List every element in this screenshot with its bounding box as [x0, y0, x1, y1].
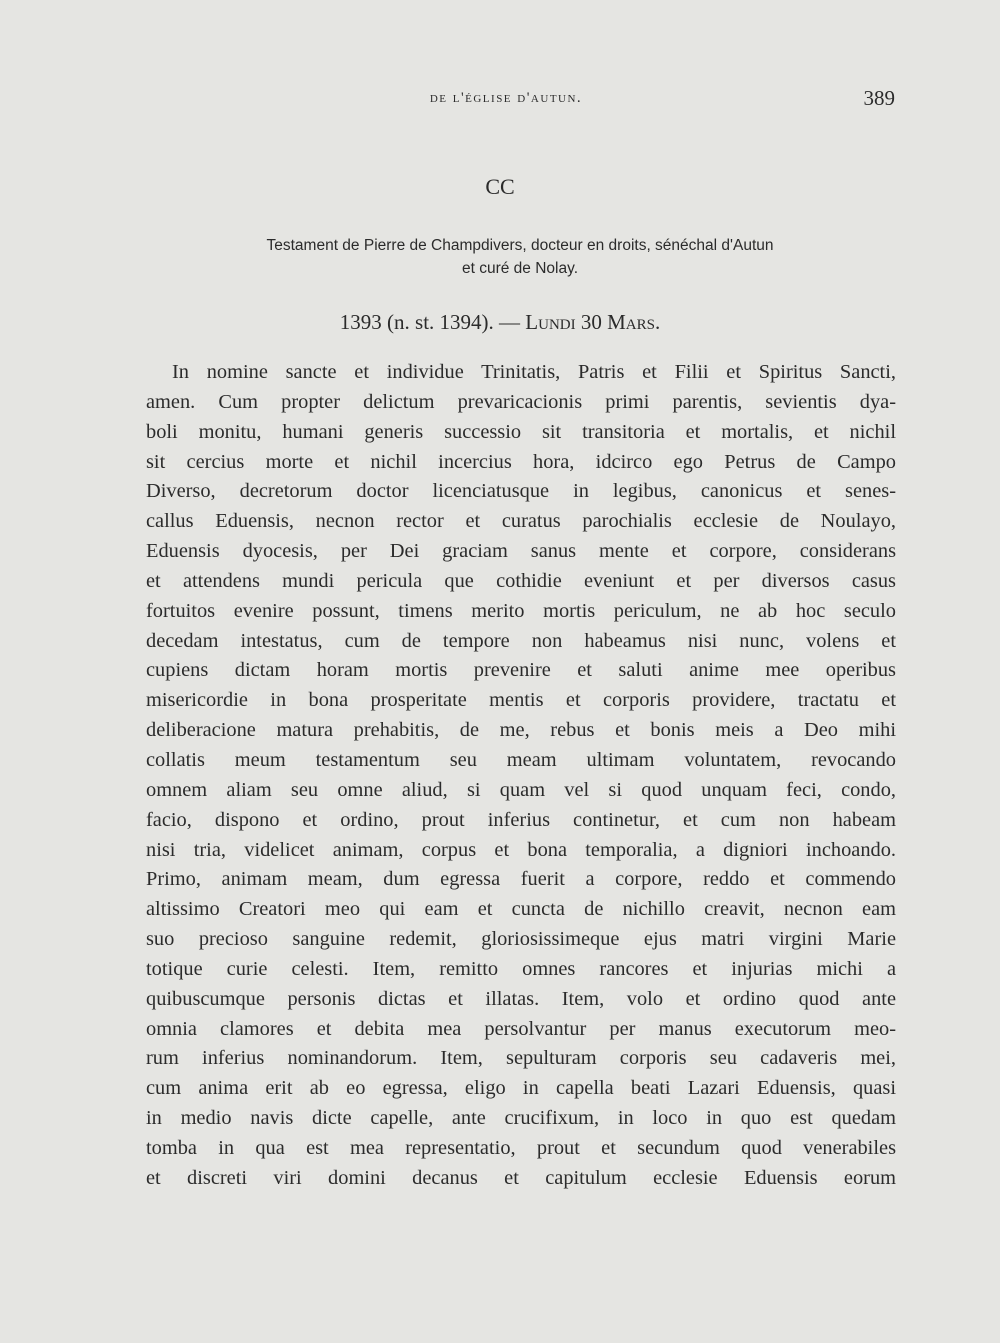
date-day: Lundi 30 Mars.	[525, 310, 661, 334]
text-line: Primo, animam meam, dum egressa fuerit a corpore, reddo et commendo	[146, 868, 896, 891]
summary-line: et curé de Nolay.	[461, 260, 579, 277]
running-header	[147, 86, 895, 116]
text-line: totique curie celesti. Item, remitto omnes rancores et injurias michi a	[146, 957, 896, 980]
text-line: tomba in qua est mea representatio, prout et secundum quod venerabiles	[146, 1136, 896, 1159]
text-line: nisi tria, videlicet animam, corpus et bona temporalia, a digniori inchoando.	[146, 838, 896, 861]
text-line: in medio navis dicte capelle, ante crucifixum, in loco in quo est quedam	[146, 1107, 896, 1130]
document-number: CC	[485, 174, 515, 199]
text-line: deliberacione matura prehabitis, de me, rebus et bonis meis a Deo mihi	[146, 719, 896, 742]
text-line: Eduensis dyocesis, per Dei graciam sanus mente et corpore, considerans	[146, 540, 896, 563]
text-line: cupiens dictam horam mortis prevenire et saluti anime mee operibus	[146, 659, 896, 682]
page-number: 389	[863, 86, 895, 110]
text-line: quibuscumque personis dictas et illatas. Item, volo et ordino quod ante	[146, 987, 896, 1010]
text-line: omnia clamores et debita mea persolvantur per manus executorum meo-	[146, 1017, 896, 1040]
text-line: omnem aliam seu omne aliud, si quam vel si quod unquam feci, condo,	[146, 778, 896, 801]
text-line: suo precioso sanguine redemit, gloriosissimeque ejus matri virgini Marie	[146, 928, 896, 951]
text-line: et discreti viri domini decanus et capitulum ecclesie Eduensis eorum	[146, 1166, 896, 1189]
text-line: amen. Cum propter delictum prevaricacionis primi parentis, sevientis dya-	[146, 390, 896, 413]
text-line: facio, dispono et ordino, prout inferius continetur, et cum non habeam	[146, 808, 896, 831]
text-line: callus Eduensis, necnon rector et curatus parochialis ecclesie de Noulayo,	[146, 510, 896, 533]
text-line: rum inferius nominandorum. Item, sepulturam corporis seu cadaveris mei,	[146, 1047, 896, 1070]
text-line: et attendens mundi pericula que cothidie eveniunt et per diversos casus	[146, 569, 896, 592]
body-text	[146, 358, 896, 1194]
text-line: Diverso, decretorum doctor licenciatusque in legibus, canonicus et senes-	[146, 480, 896, 503]
document-date	[0, 310, 1000, 335]
text-line: boli monitu, humani generis successio sit transitoria et mortalis, et nichil	[146, 420, 896, 443]
date-year: 1393 (n. st. 1394). —	[339, 310, 526, 334]
text-line: sit cercius morte et nichil incercius hora, idcirco ego Petrus de Campo	[146, 450, 896, 473]
document-summary	[160, 234, 880, 280]
summary-line: Testament de Pierre de Champdivers, docteur en droits, sénéchal d'Autun	[266, 237, 774, 254]
text-line: decedam intestatus, cum de tempore non habeamus nisi nunc, volens et	[146, 629, 896, 652]
text-line: collatis meum testamentum seu meam ultimam voluntatem, revocando	[146, 748, 896, 771]
text-line: altissimo Creatori meo qui eam et cuncta de nichillo creavit, necnon eam	[146, 898, 896, 921]
text-line: cum anima erit ab eo egressa, eligo in capella beati Lazari Eduensis, quasi	[146, 1077, 896, 1100]
text-line: fortuitos evenire possunt, timens merito mortis periculum, ne ab hoc seculo	[146, 599, 896, 622]
text-line: misericordie in bona prosperitate mentis et corporis providere, tractatu et	[146, 689, 896, 712]
running-title: de l'église d'autun.	[429, 90, 583, 106]
text-line: In nomine sancte et individue Trinitatis, Patris et Filii et Spiritus Sancti,	[172, 361, 896, 383]
